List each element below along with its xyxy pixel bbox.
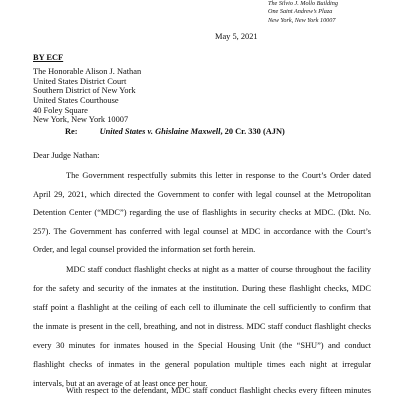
paragraph-line: Detention Center (“MDC”) regarding the use of flashlights in security checks at MDC. (Dkt. No. (33, 208, 371, 217)
recipient-address (33, 67, 141, 125)
paragraph-line: flashlight checks of inmates in the general population multiple times each night at irregular (33, 360, 371, 369)
paragraph-line: intervals, but at an average of at least once per hour. (33, 379, 208, 388)
re-line (65, 127, 285, 136)
paragraph-line: for the safety and security of the inmates at the institution. During these flashlight checks, MDC (33, 284, 371, 293)
letterhead-building: The Silvio J. Mollo Building (268, 0, 338, 7)
paragraph-line: the inmate is present in the cell, breathing, and not in distress. MDC staff conduct flashlight checks (33, 322, 371, 331)
paragraph-line: MDC staff conduct flashlight checks at night as a matter of course throughout the facility (66, 265, 371, 274)
letterhead (268, 0, 338, 25)
letterhead-city: New York, New York 10007 (268, 16, 336, 24)
paragraph-line: Order, and legal counsel provided the information set forth herein. (33, 245, 256, 254)
paragraph-line: every 30 minutes for inmates housed in the Special Housing Unit (the “SHU”) and conduct (33, 341, 371, 350)
paragraph-line: With respect to the defendant, MDC staff conduct flashlight checks every fifteen minutes (66, 386, 371, 395)
paragraph-line: 257). The Government has conferred with legal counsel at MDC in accordance with the Court’s (33, 226, 371, 236)
delivery-method: BY ECF (33, 53, 64, 62)
paragraph-line: staff point a flashlight at the ceiling of each cell to illuminate the cell sufficiently to confirm that (33, 303, 371, 312)
salutation: Dear Judge Nathan: (33, 151, 100, 160)
address-line: Southern District of New York (33, 86, 136, 96)
address-line: United States District Court (33, 76, 127, 86)
address-line: The Honorable Alison J. Nathan (33, 67, 142, 76)
address-line: 40 Foley Square (33, 105, 88, 115)
docket-number: , 20 Cr. 330 (AJN) (220, 127, 285, 136)
paragraph-line: April 29, 2021, which directed the Government to confer with legal counsel at the Metropolitan (33, 189, 371, 199)
re-label: Re: (65, 127, 78, 136)
address-line: United States Courthouse (33, 96, 119, 106)
letterhead-plaza: One Saint Andrew’s Plaza (268, 8, 333, 16)
letter-date: May 5, 2021 (215, 32, 258, 41)
case-caption: United States v. Ghislaine Maxwell (99, 127, 221, 136)
address-line: New York, New York 10007 (33, 115, 129, 125)
paragraph-line: The Government respectfully submits this letter in response to the Court’s Order dated (66, 171, 371, 180)
